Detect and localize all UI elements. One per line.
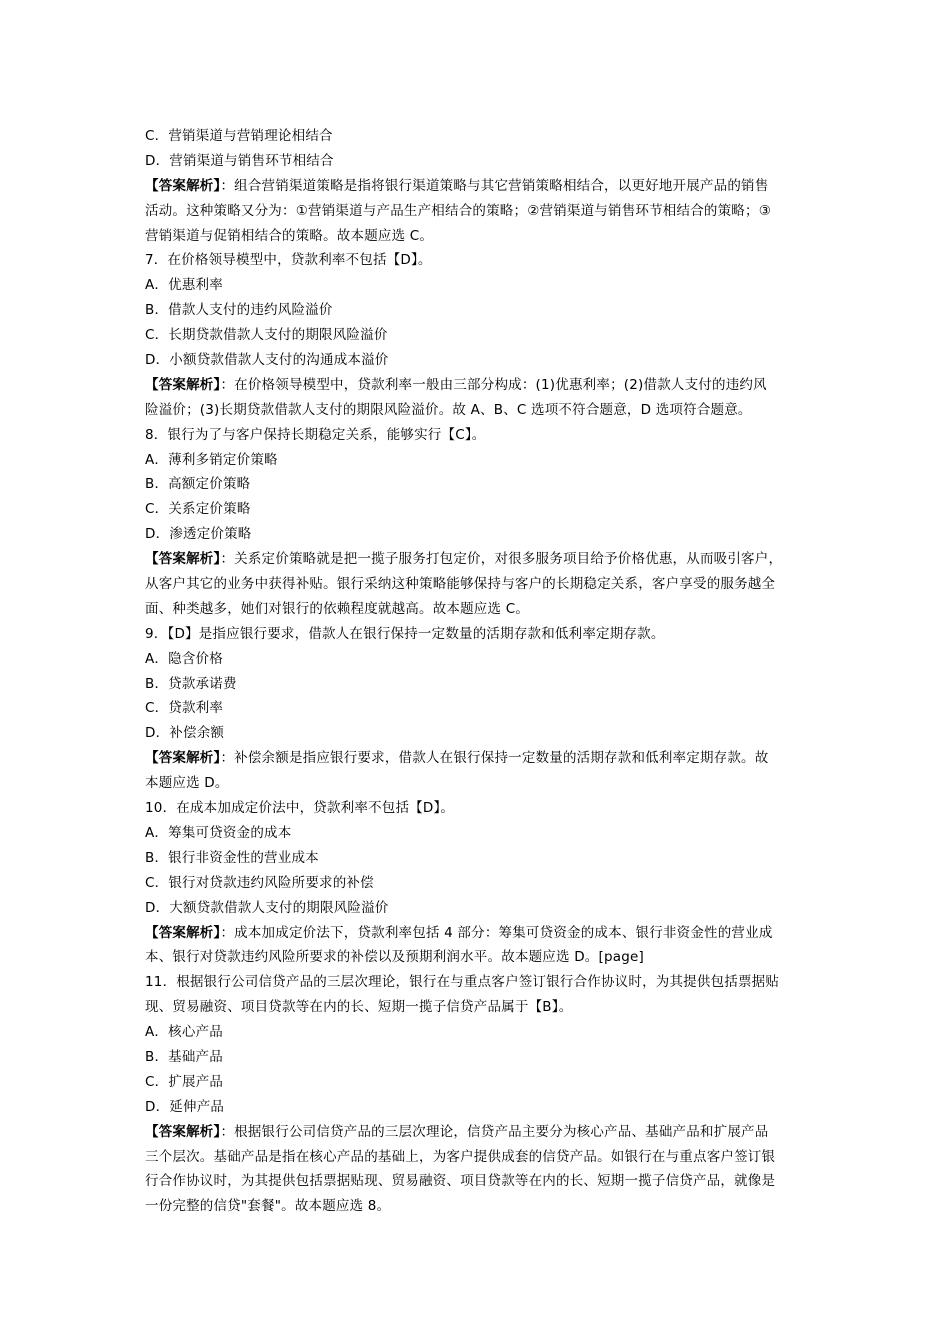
answer-analysis-line — [145, 547, 810, 572]
answer-analysis-line — [145, 174, 810, 199]
answer-option: D．延伸产品 — [145, 1098, 225, 1115]
question-text: 9．【D】是指应银行要求，借款人在银行保持一定数量的活期存款和低利率定期存款。 — [145, 625, 665, 642]
answer-option: D．小额贷款借款人支付的沟通成本溢价 — [145, 352, 389, 369]
analysis-label: 【答案解析】 — [145, 924, 221, 941]
answer-option: D．补偿余额 — [145, 725, 225, 742]
answer-option: C．银行对贷款违约风险所要求的补偿 — [145, 874, 374, 891]
answer-option: B．基础产品 — [145, 1048, 223, 1065]
answer-analysis-line — [145, 1120, 810, 1145]
answer-option: C．关系定价策略 — [145, 501, 251, 518]
answer-analysis — [145, 174, 810, 249]
question-text: 7．在价格领导模型中，贷款利率不包括【D】。 — [145, 252, 432, 269]
question-text-line: 现、贸易融资、项目贷款等在内的长、短期一揽子信贷产品属于【B】。 — [145, 999, 573, 1016]
analysis-text: ：在价格领导模型中，贷款利率一般由三部分构成：(1)优惠利率；(2)借款人支付的违约风 — [220, 376, 767, 393]
analysis-label: 【答案解析】 — [145, 1123, 221, 1140]
answer-analysis-line: 三个层次。基础产品是指在核心产品的基础上，为客户提供成套的信贷产品。如银行在与重点客户签订银 — [145, 1148, 776, 1165]
question-text-line: 11．根据银行公司信贷产品的三层次理论，银行在与重点客户签订银行合作协议时，为其提供包括票据贴 — [145, 974, 780, 991]
answer-analysis-line: 营销渠道与促销相结合的策略。故本题应选 C。 — [145, 227, 434, 244]
answer-analysis-line: 面、种类越多，她们对银行的依赖程度就越高。故本题应选 C。 — [145, 600, 530, 617]
answer-analysis-line: 从客户其它的业务中获得补贴。银行采纳这种策略能够保持与客户的长期稳定关系，客户享受的服务越全 — [145, 576, 776, 593]
answer-analysis-line: 一份完整的信贷"套餐"。故本题应选 8。 — [145, 1198, 391, 1215]
answer-option: B．高额定价策略 — [145, 476, 251, 493]
analysis-label: 【答案解析】 — [145, 376, 221, 393]
answer-option: C．长期贷款借款人支付的期限风险溢价 — [145, 327, 388, 344]
answer-analysis-line — [145, 746, 810, 771]
answer-option: B．借款人支付的违约风险溢价 — [145, 302, 333, 319]
analysis-label: 【答案解析】 — [145, 551, 221, 568]
analysis-label: 【答案解析】 — [145, 177, 221, 194]
question-text — [145, 970, 810, 1020]
answer-analysis — [145, 746, 810, 796]
answer-analysis-line: 本题应选 D。 — [145, 775, 229, 792]
answer-option: B．贷款承诺费 — [145, 675, 237, 692]
answer-analysis — [145, 1120, 810, 1220]
answer-option: A．隐含价格 — [145, 650, 223, 667]
answer-option: A．优惠利率 — [145, 277, 223, 294]
answer-analysis — [145, 921, 810, 971]
analysis-label: 【答案解析】 — [145, 750, 221, 767]
document-page — [145, 124, 810, 1219]
answer-option: D．大额贷款借款人支付的期限风险溢价 — [145, 899, 389, 916]
answer-option: C．贷款利率 — [145, 700, 224, 717]
answer-analysis-line — [145, 921, 810, 946]
answer-option: D．营销渠道与销售环节相结合 — [145, 152, 334, 169]
answer-option: A．筹集可贷资金的成本 — [145, 824, 292, 841]
answer-option: A．核心产品 — [145, 1024, 223, 1041]
answer-analysis-line: 行合作协议时，为其提供包括票据贴现、贸易融资、项目贷款等在内的长、短期一揽子信贷产品，就像是 — [145, 1173, 776, 1190]
analysis-text: ：补偿余额是指应银行要求，借款人在银行保持一定数量的活期存款和低利率定期存款。故 — [220, 750, 769, 767]
answer-option: A．薄利多销定价策略 — [145, 451, 278, 468]
answer-analysis — [145, 373, 810, 423]
answer-analysis-line: 活动。这种策略又分为：①营销渠道与产品生产相结合的策略；②营销渠道与销售环节相结合的策略；③ — [145, 202, 772, 219]
analysis-text: ：组合营销渠道策略是指将银行渠道策略与其它营销策略相结合，以更好地开展产品的销售 — [220, 177, 769, 194]
answer-analysis-line: 险溢价；(3)长期贷款借款人支付的期限风险溢价。故 A、B、C 选项不符合题意，D 选项符合题意。 — [145, 401, 752, 418]
answer-analysis-line: 本、银行对贷款违约风险所要求的补偿以及预期利润水平。故本题应选 D。[page] — [145, 949, 644, 966]
analysis-text: ：成本加成定价法下，贷款利率包括 4 部分：筹集可贷资金的成本、银行非资金性的营业成 — [220, 924, 773, 941]
question-text: 8．银行为了与客户保持长期稳定关系，能够实行【C】。 — [145, 426, 486, 443]
analysis-text: ：根据银行公司信贷产品的三层次理论，信贷产品主要分为核心产品、基础产品和扩展产品 — [220, 1123, 769, 1140]
answer-option: B．银行非资金性的营业成本 — [145, 849, 319, 866]
answer-option: D．渗透定价策略 — [145, 526, 252, 543]
question-text: 10．在成本加成定价法中，贷款利率不包括【D】。 — [145, 800, 455, 817]
answer-option: C．扩展产品 — [145, 1073, 224, 1090]
answer-analysis-line — [145, 373, 810, 398]
analysis-text: ：关系定价策略就是把一揽子服务打包定价，对很多服务项目给予价格优惠，从而吸引客户， — [220, 551, 783, 568]
answer-analysis — [145, 547, 810, 622]
answer-option: C．营销渠道与营销理论相结合 — [145, 128, 333, 144]
